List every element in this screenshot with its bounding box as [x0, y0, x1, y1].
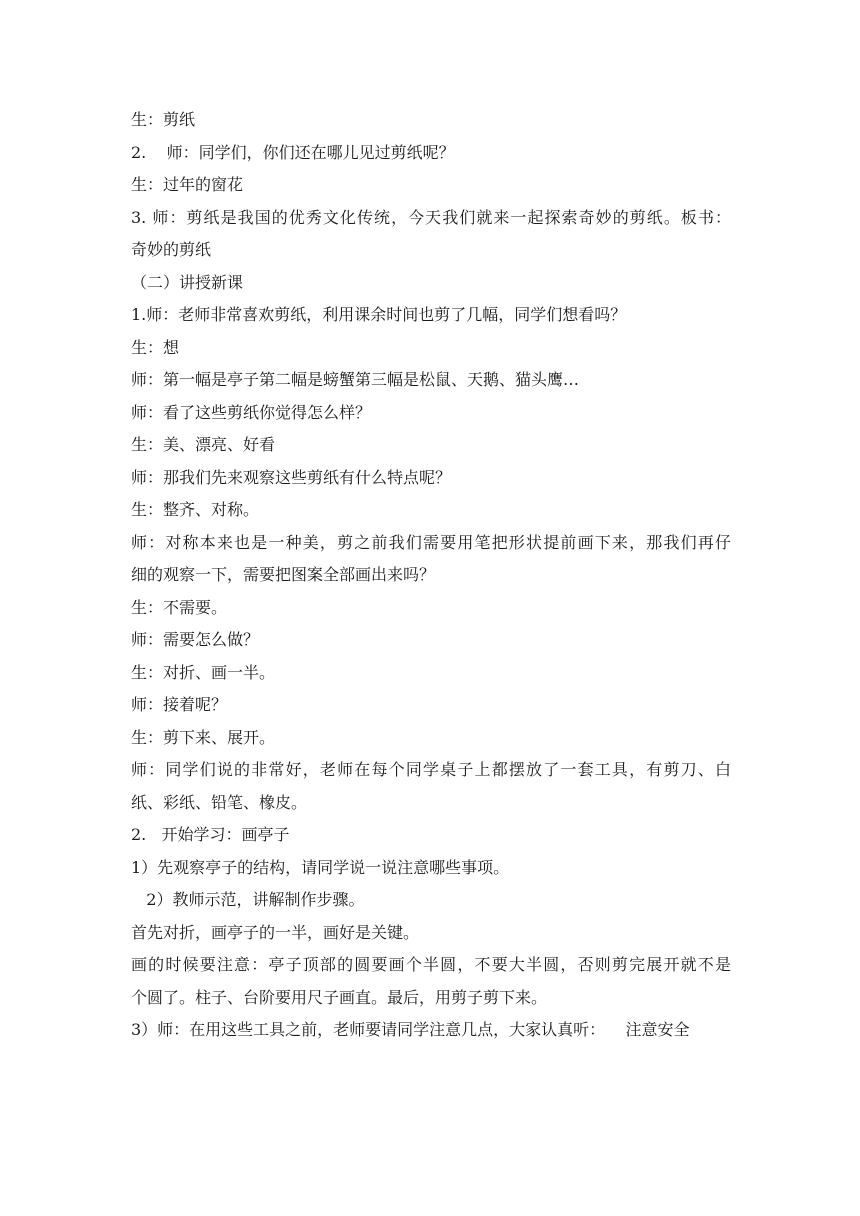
text-line: 生：对折、画一半。 [131, 662, 276, 682]
text-line: 生：剪纸 [131, 110, 196, 129]
text-line: 2. 开始学习：画亭子 [131, 825, 290, 844]
text-line: 师：需要怎么做？ [131, 630, 260, 649]
text-line: 3）师：在用这些工具之前，老师要请同学注意几点，大家认真听： 注意安全 [131, 1020, 690, 1039]
text-line: 生：剪下来、展开。 [131, 727, 276, 747]
text-line: 师：看了这些剪纸你觉得怎么样？ [131, 402, 372, 422]
text-line: 生：美、漂亮、好看 [131, 435, 276, 454]
text-line: 师：第一幅是亭子第二幅是螃蟹第三幅是松鼠、天鹅、猫头鹰… [131, 370, 580, 389]
text-line: 1）先观察亭子的结构，请同学说一说注意哪些事项。 [131, 857, 510, 877]
text-line: 个圆了。柱子、台阶要用尺子画直。最后，用剪子剪下来。 [131, 987, 548, 1007]
text-line: 奇妙的剪纸 [131, 240, 212, 259]
document-body [131, 104, 731, 1047]
text-line: 3. 师：剪纸是我国的优秀文化传统，今天我们就来一起探索奇妙的剪纸。板书： [131, 207, 731, 227]
text-line: 生：不需要。 [131, 597, 228, 617]
text-line: 2）教师示范，讲解制作步骤。 [131, 890, 365, 909]
text-line: 师：同学们说的非常好，老师在每个同学桌子上都摆放了一套工具，有剪刀、白 [131, 760, 731, 779]
text-line: 师：那我们先来观察这些剪纸有什么特点呢？ [131, 467, 452, 487]
text-line: 2. 师：同学们，你们还在哪儿见过剪纸呢？ [131, 142, 455, 162]
text-line: 师：接着呢？ [131, 695, 228, 714]
text-line: 画的时候要注意：亭子顶部的圆要画个半圆，不要大半圆，否则剪完展开就不是 [131, 955, 731, 974]
text-line: 纸、彩纸、铅笔、橡皮。 [131, 792, 308, 812]
text-line: 1.师：老师非常喜欢剪纸，利用课余时间也剪了几幅，同学们想看吗？ [131, 305, 627, 324]
text-line: 细的观察一下，需要把图案全部画出来吗？ [131, 565, 436, 584]
text-line: 生：过年的窗花 [131, 175, 244, 194]
section-heading: （二）讲授新课 [131, 272, 244, 292]
text-line: 师：对称本来也是一种美，剪之前我们需要用笔把形状提前画下来，那我们再仔 [131, 532, 731, 552]
text-line: 生：整齐、对称。 [131, 500, 260, 519]
text-line: 生：想 [131, 337, 180, 357]
text-line: 首先对折，画亭子的一半，画好是关键。 [131, 922, 420, 942]
